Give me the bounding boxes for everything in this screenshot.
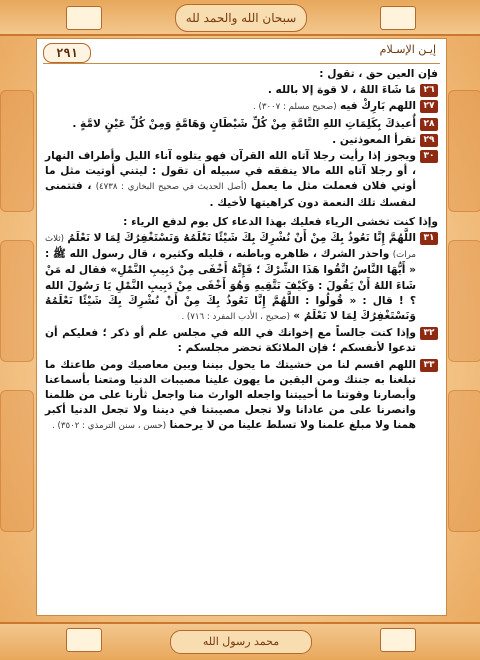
item-text: اللَّهُمَّ إِنَّا نَعُوذُ بِكَ مِنْ أَنْ نُشْرِكَ بِكَ شَيْئًا نَعْلَمُهُ وَنَسْتَغْفِرُكَ لِمَا لا نَعْلَمُ: [67, 232, 416, 245]
dua-item: [45, 99, 438, 115]
item-text: تقرأ المعوذتين .: [332, 133, 416, 146]
dua-item: [45, 231, 438, 325]
running-head: إيـن الإسـلام: [379, 43, 436, 56]
item-number: ٣٢: [420, 327, 438, 340]
dua-item: [45, 117, 438, 132]
item-text: ويجوز إذا رأيت رجلا آتاه الله القرآن فهو يتلوه آناء الليل وأطراف النهار ، أو رجلا آتاه الله مالا ينفقه في سبيله أن تقول : ليتني أوتيت مثل ما أوتي فلان فعملت مثل ما يعمل: [45, 150, 417, 193]
page-body: [36, 38, 447, 616]
bottom-calligraphy: محمد رسول الله: [170, 630, 312, 654]
item-number: ٢٩: [420, 134, 438, 147]
item-text: وإذا كنت جالساً مع إخوانك في الله في مجلس علم أو ذكر ؛ فعليكم أن تدعوا لأنفسكم ؛ فإن الملائكة تحضر مجلسكم :: [45, 327, 416, 355]
book-icon: [380, 628, 416, 652]
paragraph: فإن العين حق ، تقول :: [319, 68, 438, 80]
dua-item: [45, 149, 438, 211]
item-text-tail: ، فتتمنى لنفسك تلك النعمة دون كراهيتها لأخيك .: [45, 180, 416, 209]
repetition-note: (ثلاث مرات): [45, 234, 416, 261]
item-number: ٣١: [420, 232, 438, 245]
right-ornament-3: [448, 390, 480, 532]
item-text: اللهم اقسم لنا من خشيتك ما يحول بيننا وبين معاصيك ومن طاعتك ما تبلغنا به جنتك ومن اليقين ما يهون علينا مصيبات الدنيا ومتعنا بأسماعنا وأبصارنا وقوتنا ما أحييتنا واجعله الوارث منا واجعل ثأرنا على من ظلمنا وانصرنا على من عادانا ولا تجعل مصيبتنا في ديننا ولا تجعل الدنيا أكبر همنا ولا مبلغ علمنا ولا تسلط علينا من لا يرحمنا: [45, 358, 416, 432]
hadith-reference: (حسن ، سنن الترمذي : ٣٥٠٢) .: [52, 421, 167, 432]
page-number: ٢٩١: [43, 43, 91, 63]
item-number: ٢٨: [420, 118, 438, 131]
main-text: [45, 67, 438, 609]
hadith-reference: (أصل الحديث في صحيح البخاري : ٤٧٣٨): [95, 182, 247, 193]
item-number: ٣٠: [420, 150, 438, 163]
book-icon: [66, 628, 102, 652]
right-ornament-1: [448, 90, 480, 212]
left-ornament-2: [0, 240, 34, 362]
book-icon: [380, 6, 416, 30]
dua-item: [45, 133, 438, 148]
dua-item: [45, 358, 438, 435]
left-ornament-3: [0, 390, 34, 532]
item-number: ٣٣: [420, 359, 438, 372]
dua-item: [45, 83, 438, 98]
right-ornament-2: [448, 240, 480, 362]
book-icon: [66, 6, 102, 30]
item-number: ٢٧: [420, 100, 438, 113]
dua-item: [45, 326, 438, 356]
hadith-reference: (صحيح ، الأدب المفرد : ٧١٦) .: [181, 312, 290, 323]
header-divider: [43, 63, 440, 64]
item-text-tail: واحذر الشرك ، ظاهره وباطنه ، قليله وكثيره ، قال رسول الله ﷺ : « أَيُّهَا النَّاسُ اتَّقُوا هَذَا الشِّرْكَ ؛ فَإِنَّهُ أَخْفَى مِنْ دَبِيبِ النَّمْلِ» فقال له مَنْ شَاءَ اللهُ أَنْ يَقُولَ : وَكَيْفَ نَتَّقِيهِ وَهُوَ أَخْفَى مِنْ دَبِيبِ النَّمْلِ يَا رَسُولَ الله ؟ ! قال : « قُولُوا : اللَّهُمَّ إِنَّا نَعُوذُ بِكَ مِنْ أَنْ نُشْرِكَ بِكَ شَيْئًا نَعْلَمُهُ وَنَسْتَغْفِرُكَ لِمَا لا نَعْلَمُ »: [45, 248, 416, 323]
paragraph: وإذا كنت تخشى الرياء فعليك بهذا الدعاء كل يوم لدفع الرياء :: [123, 215, 438, 228]
item-text: مَا شَاءَ اللهُ ، لا قوة إلا بالله .: [267, 84, 416, 97]
item-text: اللهم بَارِكْ فيه: [339, 100, 416, 113]
hadith-reference: (صحيح مسلم : ٣٠٠٧) .: [253, 102, 337, 113]
item-number: ٢٦: [420, 84, 438, 97]
item-text: أُعيذكَ بِكَلِمَاتِ اللهِ التَّامَّةِ مِنْ كُلِّ شَيْطَانٍ وَهَامَّةٍ وَمِنْ كُلِّ عَيْنٍ لامَّةٍ .: [72, 117, 416, 130]
left-ornament-1: [0, 90, 34, 212]
top-calligraphy: سبحان الله والحمد لله: [175, 4, 307, 32]
